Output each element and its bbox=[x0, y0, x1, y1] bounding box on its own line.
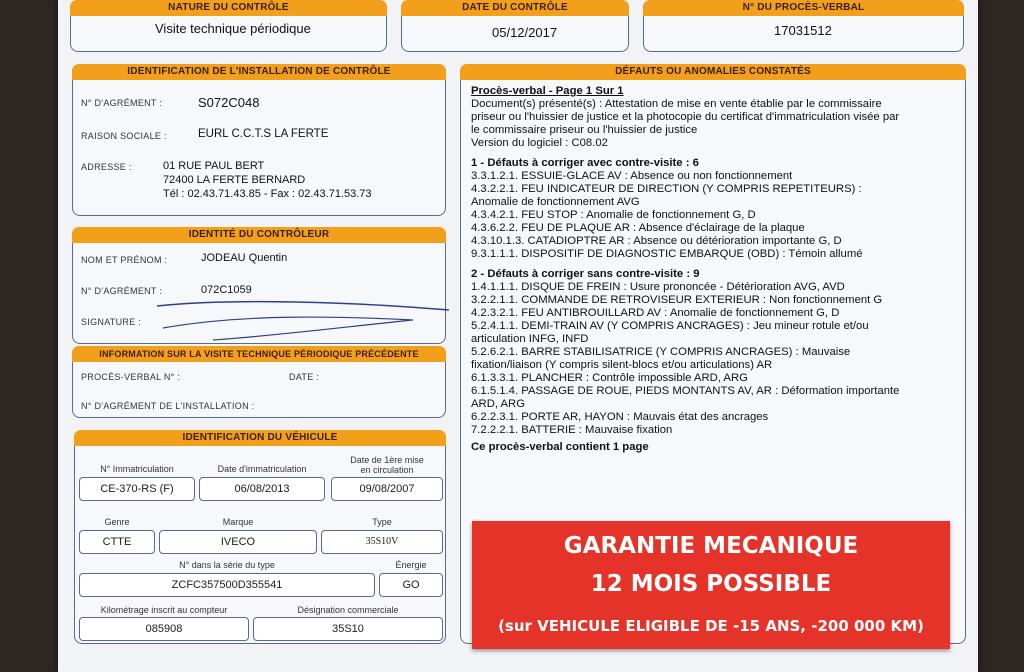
nature-box bbox=[70, 0, 387, 52]
genre-field: CTTE bbox=[79, 530, 155, 554]
controleur-header: IDENTITÉ DU CONTRÔLEUR bbox=[72, 227, 446, 243]
defect-line: 6.1.5.1.4. PASSAGE DE ROUE, PIEDS MONTANTS AV, AR : Déformation importante bbox=[471, 385, 900, 397]
nature-header: NATURE DU CONTRÔLE bbox=[70, 0, 387, 16]
immat-field: CE-370-RS (F) bbox=[79, 477, 195, 501]
nom-value: JODEAU Quentin bbox=[201, 252, 288, 264]
banner-line1: GARANTIE MECANIQUE bbox=[563, 533, 859, 559]
defect-line: 4.3.2.2.1. FEU INDICATEUR DE DIRECTION (Y COMPRIS REPETITEURS) : bbox=[471, 183, 862, 195]
signature-scribble bbox=[153, 296, 453, 346]
adresse-line2: 72400 LA FERTE BERNARD bbox=[163, 174, 306, 186]
designation-field: 35S10 bbox=[253, 617, 443, 641]
adresse-line3: Tél : 02.43.71.43.85 - Fax : 02.43.71.53.73 bbox=[163, 188, 372, 200]
controleur-agrement-value: 072C1059 bbox=[201, 284, 252, 296]
raison-value: EURL C.C.T.S LA FERTE bbox=[198, 128, 329, 140]
info-visite-header: INFORMATION SUR LA VISITE TECHNIQUE PÉRIODIQUE PRÉCÉDENTE bbox=[72, 346, 446, 362]
section2-title: 2 - Défauts à corriger sans contre-visite : 9 bbox=[471, 268, 700, 280]
installation-header: IDENTIFICATION DE L'INSTALLATION DE CONTRÔLE bbox=[72, 64, 446, 80]
defect-line: 4.2.3.2.1. FEU ANTIBROUILLARD AV : Anomalie de fonctionnement G, D bbox=[471, 307, 840, 319]
defect-line: 7.2.2.2.1. BATTERIE : Mauvaise fixation bbox=[471, 424, 673, 436]
defect-line: 3.2.2.1.1. COMMANDE DE RETROVISEUR EXTERIEUR : Non fonctionnement G bbox=[471, 294, 883, 306]
defect-line: Anomalie de fonctionnement AVG bbox=[471, 196, 640, 208]
info-agrement-label: N° D'AGRÉMENT DE L'INSTALLATION : bbox=[81, 401, 255, 411]
document-line: Version du logiciel : C08.02 bbox=[471, 137, 608, 149]
defect-line: 6.2.2.3.1. PORTE AR, HAYON : Mauvais état des ancrages bbox=[471, 411, 769, 423]
signature-label: SIGNATURE : bbox=[81, 317, 142, 327]
defect-line: 4.3.6.2.2. FEU DE PLAQUE AR : Absence d'éclairage de la plaque bbox=[471, 222, 805, 234]
vehicule-box bbox=[74, 430, 446, 644]
defect-line: 6.1.3.3.1. PLANCHER : Contrôle impossible ARD, ARG bbox=[471, 372, 748, 384]
date-immat-field: 06/08/2013 bbox=[199, 477, 325, 501]
warranty-banner bbox=[472, 521, 950, 649]
banner-line2: 12 MOIS POSSIBLE bbox=[590, 571, 832, 597]
km-label: Kilométrage inscrit au compteur bbox=[100, 605, 228, 615]
marque-field: IVECO bbox=[159, 530, 317, 554]
agrement-label: N° D'AGRÉMENT : bbox=[81, 98, 163, 108]
defect-line: 9.3.1.1.1. DISPOSITIF DE DIAGNOSTIC EMBARQUE (OBD) : Témoin allumé bbox=[471, 248, 863, 260]
section1-title: 1 - Défauts à corriger avec contre-visite : 6 bbox=[471, 157, 699, 169]
designation-label: Désignation commerciale bbox=[297, 605, 399, 615]
nom-label: NOM ET PRÉNOM : bbox=[81, 255, 168, 265]
marque-label: Marque bbox=[222, 517, 254, 527]
pages-footer: Ce procès-verbal contient 1 page bbox=[471, 441, 649, 453]
genre-label: Genre bbox=[104, 517, 130, 527]
defect-line: 4.3.4.2.1. FEU STOP : Anomalie de fonctionnement G, D bbox=[471, 209, 756, 221]
vehicule-header: IDENTIFICATION DU VÉHICULE bbox=[74, 430, 446, 446]
circulation-label-1: Date de 1ère mise bbox=[350, 455, 424, 465]
info-date-label: DATE : bbox=[289, 372, 320, 382]
km-field: 085908 bbox=[79, 617, 249, 641]
date-header: DATE DU CONTRÔLE bbox=[401, 0, 629, 16]
defect-line: 4.3.10.1.3. CATADIOPTRE AR : Absence ou détérioration importante G, D bbox=[471, 235, 842, 247]
banner-line3: (sur VEHICULE ELIGIBLE DE -15 ANS, -200 000 KM) bbox=[498, 617, 924, 635]
energie-label: Énergie bbox=[395, 560, 427, 570]
installation-box bbox=[72, 64, 446, 216]
defects-text bbox=[471, 85, 957, 454]
adresse-label: ADRESSE : bbox=[81, 162, 132, 172]
raison-label: RAISON SOCIALE : bbox=[81, 131, 167, 141]
serie-field: ZCFC357500D355541 bbox=[79, 573, 375, 597]
pv-value: 17031512 bbox=[774, 23, 832, 38]
immat-label: N° Immatriculation bbox=[100, 464, 174, 474]
defect-line: ARD, ARG bbox=[471, 398, 525, 410]
circulation-field: 09/08/2007 bbox=[331, 477, 443, 501]
pv-header: N° DU PROCÈS-VERBAL bbox=[643, 0, 964, 16]
defect-line: fixation/liaison (Y compris silent-blocs et/ou articulations) AR bbox=[471, 359, 773, 371]
controleur-box bbox=[72, 227, 446, 344]
document-line: le commissaire priseur ou l'huissier de justice bbox=[471, 124, 698, 136]
page-title: Procès-verbal - Page 1 Sur 1 bbox=[471, 85, 624, 97]
pv-box bbox=[643, 0, 964, 52]
energie-field: GO bbox=[379, 573, 443, 597]
defect-line: 5.2.6.2.1. BARRE STABILISATRICE (Y COMPRIS ANCRAGES) : Mauvaise bbox=[471, 346, 851, 358]
document-line: priseur ou l'huissier de justice et la photocopie du certificat d'immatriculation visée par bbox=[471, 111, 900, 123]
nature-value: Visite technique périodique bbox=[155, 21, 311, 36]
circulation-label-2: en circulation bbox=[360, 465, 414, 475]
type-field: 35S10V bbox=[321, 530, 443, 554]
defect-line: 5.2.4.1.1. DEMI-TRAIN AV (Y COMPRIS ANCRAGES) : Jeu mineur rotule et/ou bbox=[471, 320, 869, 332]
info-pv-label: PROCÈS-VERBAL N° : bbox=[81, 372, 181, 382]
type-label: Type bbox=[372, 517, 392, 527]
info-visite-box bbox=[72, 346, 446, 418]
date-box bbox=[401, 0, 629, 52]
defect-line: articulation INFG, INFD bbox=[471, 333, 589, 345]
serie-label: N° dans la série du type bbox=[179, 560, 275, 570]
defects-header: DÉFAUTS OU ANOMALIES CONSTATÉS bbox=[460, 64, 966, 80]
adresse-line1: 01 RUE PAUL BERT bbox=[163, 160, 265, 172]
date-immat-label: Date d'immatriculation bbox=[217, 464, 307, 474]
agrement-value: S072C048 bbox=[198, 95, 260, 110]
date-value: 05/12/2017 bbox=[492, 25, 558, 40]
defect-line: 1.4.1.1.1. DISQUE DE FREIN : Usure prononcée - Détérioration AVG, AVD bbox=[471, 281, 845, 293]
document-line: Document(s) présenté(s) : Attestation de mise en vente établie par le commissaire bbox=[471, 98, 882, 110]
controleur-agrement-label: N° D'AGRÉMENT : bbox=[81, 286, 163, 296]
defect-line: 3.3.1.2.1. ESSUIE-GLACE AV : Absence ou non fonctionnement bbox=[471, 170, 793, 182]
